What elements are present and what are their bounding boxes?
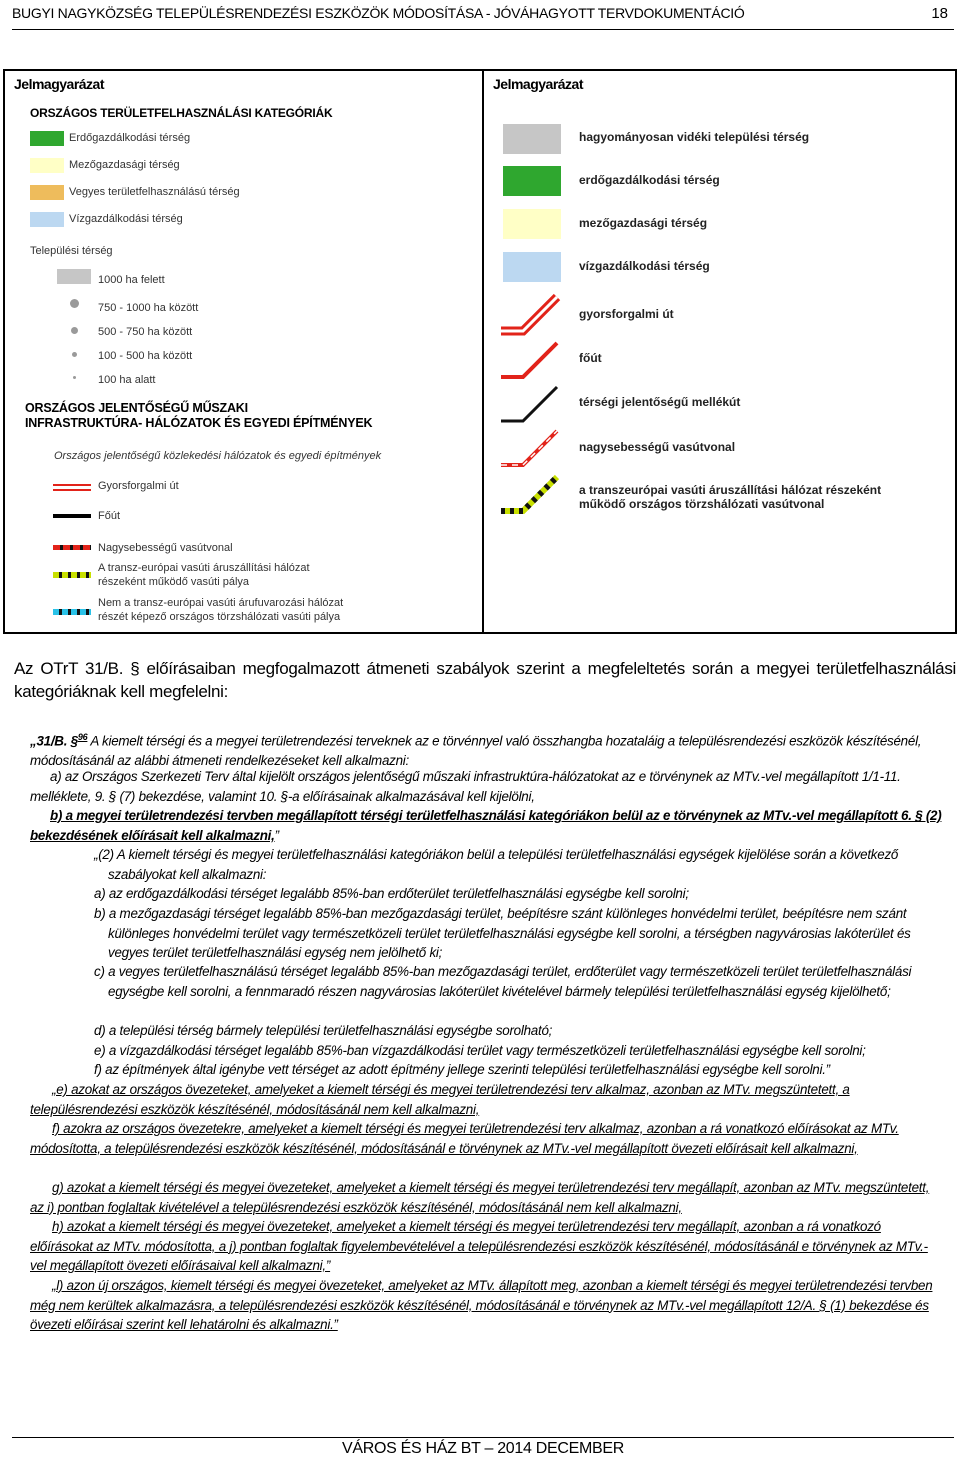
national-rail-label-2: részét képező országos törzshálózati vasúti pálya [98, 611, 341, 623]
agri-label-right: mezőgazdasági térség [579, 216, 708, 230]
intro-paragraph: Az OTrT 31/B. § előírásaiban megfogalmazott átmeneti szabályok szerint a megfeleltetés során a megyei területfelhasználási kategóriáknak kell megfelelni: [14, 659, 956, 701]
motorway-label-right: gyorsforgalmi út [579, 307, 674, 321]
settlement-heading: Települési térség [30, 245, 113, 257]
dot-tiny [73, 376, 76, 379]
law-point-b [30, 806, 942, 845]
quote-point-f: f) az építmények által igénybe vett térséget az adott építmény jellege szerinti települési területfelhasználási egységbe kell sorolni.” [94, 1062, 830, 1077]
section-number: „31/B. § [30, 733, 78, 749]
law-point-e: „e) azokat az országos övezeteket, amelyeket a kiemelt térségi és megyei területrendezési terv alkalmaz, azonban az MTv. megszüntetett, a településrendezési eszközök készítésénél, módosításánál nem kell alkalmazni, [30, 1082, 850, 1117]
quote-point-d: d) a települési térség bármely települési területfelhasználási egységbe sorolható; [94, 1023, 553, 1038]
highspeed-rail-label-right: nagysebességű vasútvonal [579, 440, 736, 454]
water-swatch-right [503, 252, 561, 282]
page-header [12, 3, 954, 30]
law-paragraph-31b [30, 728, 942, 771]
highspeed-rail-line-sample [53, 545, 91, 550]
agri-swatch [30, 158, 64, 173]
cat-agri-label: Mezőgazdasági térség [69, 159, 180, 171]
motorway-line-sample [53, 484, 91, 491]
size-under100-label: 100 ha alatt [98, 374, 156, 386]
water-label-right: vízgazdálkodási térség [579, 259, 710, 273]
page-footer: VÁROS ÉS HÁZ BT – 2014 DECEMBER [12, 1437, 954, 1458]
main-road-label-right: főút [579, 351, 602, 365]
size-100-label: 100 - 500 ha között [98, 350, 193, 362]
main-road-label: Főút [98, 510, 121, 522]
rural-settlement-swatch [503, 124, 561, 154]
transeuropean-rail-line-sample [53, 572, 91, 578]
transeuropean-rail-label-1: A transz-európai vasúti áruszállítási hálózat [98, 562, 310, 574]
agri-swatch-right [503, 209, 561, 239]
section-text: A kiemelt térségi és a megyei területrendezési terveknek az e törvénnyel való összhangba hozataláig a településrendezési eszközök készítésénél, módosításánál az alábbi átmeneti rendelkezéseket kell alkalmazni: [30, 733, 922, 769]
page-number: 18 [931, 5, 948, 22]
transeuropean-rail-label-right-1: a transzeurópai vasúti áruszállítási hálózat részeként [579, 483, 882, 497]
forest-label-right: erdőgazdálkodási térség [579, 173, 720, 187]
law-point-h: h) azokat a kiemelt térségi és megyei övezeteket, amelyeket a kiemelt térségi és megyei területrendezési terv megállapít, azonban a rá vonatkozó előírásokat az MTv. módosította, a j) pontban foglaltak figyelembevételével a településrendezési eszközök készítésénél, módosításánál e törvénynek az MTv.-vel megállapított övezeti előírásaival kell alkalmazni,” [30, 1219, 928, 1274]
quote-point-b: b) a mezőgazdasági térséget legalább 85%-ban mezőgazdasági terület, beépítésre szánt különleges honvédelmi terület, beépítésre nem szánt különleges honvédelmi terület vagy természetközeli terület területfelhasználási egységbe kell sorolni, a térségben nagyvárosias lakóterület és vegyes terület területfelhasználási egység nem jelölhető ki; [94, 906, 911, 961]
size-750-label: 750 - 1000 ha között [98, 302, 199, 314]
quote-para-2: „(2) A kiemelt térségi és megyei területfelhasználási kategóriákon belül a települési területfelhasználási egységek kijelölése során a következő szabályokat kell alkalmazni: [94, 847, 899, 882]
quote-point-c: c) a vegyes területfelhasználású térséget legalább 85%-ban mezőgazdasági terület, erdőterület vagy természetközeli terület területfelhasználási egységbe kell sorolni, a fennmaradó részen nagyvárosias lakóterület kivételével bármely települési területfelhasználási egység kijelölhető; [94, 964, 912, 999]
size-500-label: 500 - 750 ha között [98, 326, 193, 338]
forest-swatch-right [503, 166, 561, 196]
forest-swatch [30, 131, 64, 146]
regional-road-sample-right [501, 387, 557, 421]
mixed-swatch [30, 185, 64, 200]
national-rail-line-sample [53, 609, 91, 615]
infra-heading-1: ORSZÁGOS JELENTŐSÉGŰ MŰSZAKI [25, 401, 248, 415]
rural-settlement-label: hagyományosan vidéki települési térség [579, 130, 810, 144]
main-road-line-sample [53, 514, 91, 518]
transeuropean-rail-label-2: részeként működő vasúti pálya [98, 576, 250, 588]
motorway-sample-right [501, 297, 557, 331]
cat-forest-label: Erdőgazdálkodási térség [69, 132, 191, 144]
law-point-l: „l) azon új országos, kiemelt térségi és megyei övezeteket, amelyeket az MTv. állapított meg, azonban a kiemelt térségi és megyei területrendezési tervben még nem kerültek alkalmazásra, a településrendezési eszközök készítésénél, módosításánál e törvénynek az MTv.-vel megállapított 12/A. § (1) bekezdése és övezeti előírásai szerint kell lehatárolni és alkalmazni.” [30, 1278, 933, 1333]
legend-left-heading: ORSZÁGOS TERÜLETFELHASZNÁLÁSI KATEGÓRIÁK [30, 106, 333, 120]
national-rail-label-1: Nem a transz-európai vasúti árufuvarozási hálózat [98, 597, 344, 609]
cat-mixed-label: Vegyes területfelhasználású térség [69, 186, 240, 198]
document-title: BUGYI NAGYKÖZSÉG TELEPÜLÉSRENDEZÉSI ESZKÖZÖK MÓDOSÍTÁSA - JÓVÁHAGYOTT TERVDOKUMENTÁCIÓ [12, 5, 745, 21]
legend-left-title: Jelmagyarázat [14, 76, 105, 92]
law-point-g: g) azokat a kiemelt térségi és megyei övezeteket, amelyeket a kiemelt térségi és megyei területrendezési terv megállapít, azonban az MTv. megszüntetett, az i) pontban foglaltak kivételével a településrendezési eszközök készítésénél, módosításánál nem kell alkalmazni, [30, 1180, 930, 1215]
legend-figure [3, 69, 957, 634]
footnote-ref[interactable]: 96 [77, 732, 88, 742]
law-point-b-end: ” [274, 827, 279, 843]
infra-heading-2: INFRASTRUKTÚRA- HÁLÓZATOK ÉS EGYEDI ÉPÍTMÉNYEK [25, 416, 373, 430]
quote-point-e: e) a vízgazdálkodási térséget legalább 85%-ban vízgazdálkodási terület vagy természetközeli területfelhasználási egységbe kell sorolni; [94, 1043, 866, 1058]
infra-subheading: Országos jelentőségű közlekedési hálózatok és egyedi építmények [54, 450, 382, 462]
legend-right-title: Jelmagyarázat [493, 76, 584, 92]
dot-medium [71, 327, 78, 334]
legend-divider [482, 71, 484, 632]
law-point-a: a) az Országos Szerkezeti Terv által kijelölt országos jelentőségű műszaki infrastruktúra-hálózatokat az e törvénynek az MTv.-vel megállapított 1/1-11. melléklete, 9. § (7) bekezdése, valamint 10. §-a előírásainak alkalmazásával kell kijelölni, [30, 769, 901, 804]
main-road-sample-right [501, 343, 557, 377]
road-rail-samples [497, 293, 567, 583]
regional-road-label-right: térségi jelentőségű mellékút [579, 395, 741, 409]
law-point-b-text: b) a megyei területrendezési tervben megállapított térségi területfelhasználási kategóriákon belül az e törvénynek az MTv.-vel megállapított 6. § (2) bekezdésének előírásait kell alkalmazni, [30, 808, 942, 843]
motorway-label: Gyorsforgalmi út [98, 480, 179, 492]
transeuropean-rail-label-right-2: működő országos törzshálózati vasútvonal [579, 497, 825, 511]
cat-water-label: Vízgazdálkodási térség [69, 213, 183, 225]
dot-small [72, 352, 77, 357]
settlement-swatch [57, 269, 91, 284]
size-1000-label: 1000 ha felett [98, 274, 165, 286]
transeuropean-rail-sample-right [501, 477, 557, 511]
law-point-f: f) azokra az országos övezetekre, amelyeket a kiemelt térségi és megyei területrendezési terv alkalmaz, azonban a rá vonatkozó előírásokat az MTv. módosította, a településrendezési eszközök készítésénél, módosításánál e törvénynek az MTv.-vel megállapított övezeti előírásait kell alkalmazni, [30, 1121, 899, 1156]
water-swatch [30, 212, 64, 227]
dot-large [70, 299, 79, 308]
highspeed-rail-label: Nagysebességű vasútvonal [98, 542, 233, 554]
quote-point-a: a) az erdőgazdálkodási térséget legalább 85%-ban erdőterület területfelhasználási egységbe kell sorolni; [94, 886, 689, 901]
highspeed-rail-sample-right [501, 431, 557, 465]
